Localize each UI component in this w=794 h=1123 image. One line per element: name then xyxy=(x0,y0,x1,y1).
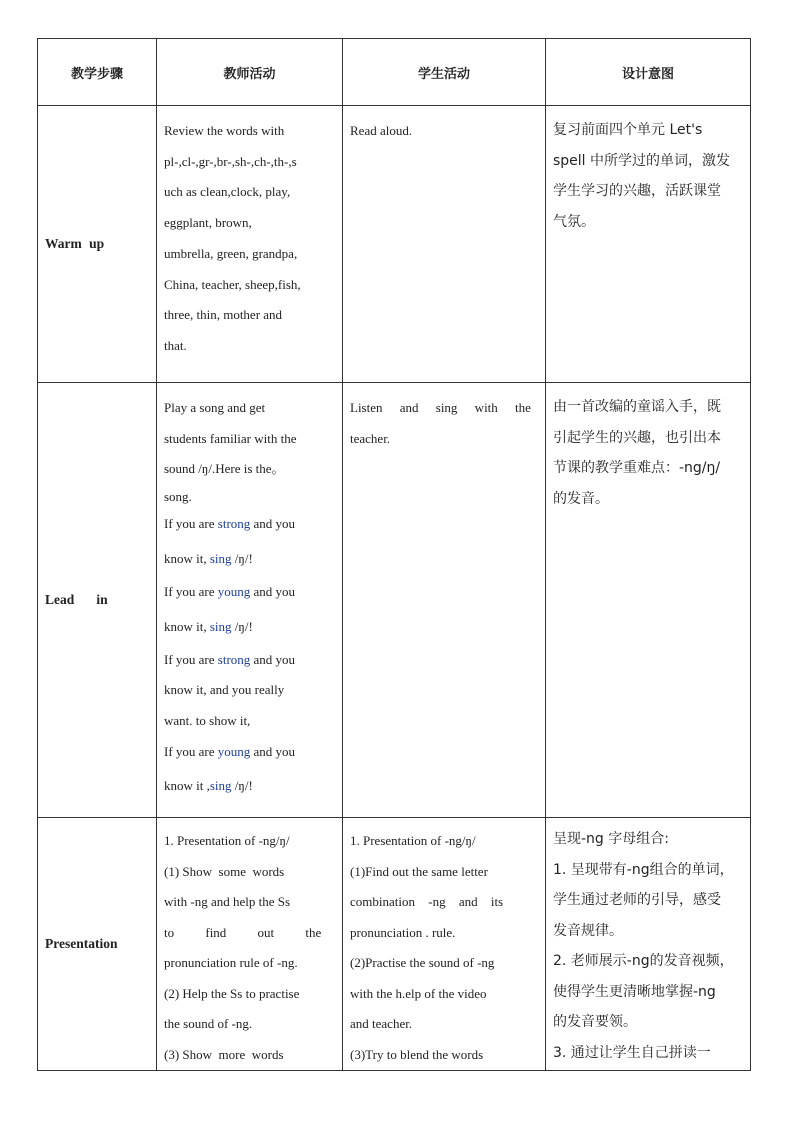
teacher-activity xyxy=(157,106,343,383)
text-line: umbrella, green, grandpa, xyxy=(164,245,298,261)
teacher-activity xyxy=(157,818,343,1071)
text-line: Read aloud. xyxy=(350,123,413,138)
text-line: 学生通过老师的引导，感受 xyxy=(553,892,721,908)
text-line: 的发音要领。 xyxy=(553,1014,637,1030)
song-line: If you are strong and you xyxy=(164,651,296,667)
text-line: 气氛。 xyxy=(553,214,595,231)
text-line: 1. Presentation of -ng/ŋ/ xyxy=(164,833,290,848)
text-line: that. xyxy=(164,337,187,353)
text-line: and teacher. xyxy=(350,1016,413,1031)
design-intent xyxy=(546,383,751,818)
text-line: eggplant, brown, xyxy=(164,215,252,231)
text-line: Play a song and get xyxy=(164,400,266,415)
song-line: If you are young and you xyxy=(164,743,296,759)
text-line: 1. Presentation of -ng/ŋ/ xyxy=(350,833,476,848)
text-line: combination -ng and its xyxy=(350,894,504,909)
text-line: (2)Practise the sound of -ng xyxy=(350,955,495,970)
row-lead-in xyxy=(38,383,751,818)
header-step: 教学步骤 xyxy=(38,39,157,106)
row-presentation xyxy=(38,818,751,1071)
text-line: pronunciation . rule. xyxy=(350,924,456,940)
header-design: 设计意图 xyxy=(546,39,751,106)
student-activity xyxy=(343,383,546,818)
song-line: If you are strong and you xyxy=(164,516,296,532)
design-intent xyxy=(546,106,751,383)
student-activity xyxy=(343,818,546,1071)
text-line: 复习前面四个单元 Let's xyxy=(553,122,703,138)
text-line: 节课的教学重难点：-ng/ŋ/ xyxy=(553,460,721,477)
song-line: know it, and you really xyxy=(164,682,285,698)
text-line: 3. 通过让学生自己拼读一 xyxy=(553,1044,711,1061)
text-line: (3) Show more words xyxy=(164,1046,284,1062)
text-line: 的发音。 xyxy=(553,491,609,508)
text-line: sound /ŋ/.Here is the。 xyxy=(164,461,285,477)
row-warm-up xyxy=(38,106,751,383)
text-line: teacher. xyxy=(350,430,391,446)
text-line: to find out the xyxy=(164,924,322,940)
text-line: 呈现-ng 字母组合: xyxy=(553,831,669,847)
text-line: (2) Help the Ss to practise xyxy=(164,985,300,1001)
student-activity xyxy=(343,106,546,383)
text-line: (1) Show some words xyxy=(164,863,285,879)
text-line: uch as clean,clock, play, xyxy=(164,184,291,200)
text-line: (1)Find out the same letter xyxy=(350,863,488,879)
text-line: 学生学习的兴趣，活跃课堂 xyxy=(553,183,721,200)
step-label: Warm up xyxy=(38,106,157,383)
text-line: Listen and sing with the xyxy=(350,400,531,415)
text-line: pl-,cl-,gr-,br-,sh-,ch-,th-,s xyxy=(164,153,297,169)
text-line: China, teacher, sheep,fish, xyxy=(164,276,301,292)
text-line: 使得学生更清晰地掌握-ng xyxy=(553,983,716,1000)
text-line: with -ng and help the Ss xyxy=(164,894,291,909)
song-line: know it, sing /ŋ/! xyxy=(164,618,253,634)
text-line: 1. 呈现带有-ng组合的单词， xyxy=(553,861,734,878)
teacher-activity xyxy=(157,383,343,818)
text-line: Review the words with xyxy=(164,123,285,138)
song-line: If you are young and you xyxy=(164,583,296,599)
lesson-plan-table xyxy=(37,38,751,1071)
song-line: know it ,sing /ŋ/! xyxy=(164,778,253,794)
design-intent xyxy=(546,818,751,1071)
text-line: spell 中所学过的单词，激发 xyxy=(553,152,731,169)
text-line: the sound of -ng. xyxy=(164,1016,253,1031)
text-line: 2. 老师展示-ng的发音视频， xyxy=(553,953,734,969)
step-label: Lead in xyxy=(38,383,157,818)
step-label: Presentation xyxy=(38,818,157,1071)
song-line: know it, sing /ŋ/! xyxy=(164,550,253,566)
text-line: three, thin, mother and xyxy=(164,307,283,323)
text-line: pronunciation rule of -ng. xyxy=(164,955,298,970)
header-student: 学生活动 xyxy=(343,39,546,106)
text-line: with the h.elp of the video xyxy=(350,985,487,1001)
header-teacher: 教师活动 xyxy=(157,39,343,106)
header-row xyxy=(38,39,751,106)
text-line: song. xyxy=(164,489,192,505)
text-line: (3)Try to blend the words xyxy=(350,1046,484,1062)
song-line: want. to show it, xyxy=(164,712,251,728)
text-line: 引起学生的兴趣，也引出本 xyxy=(553,429,721,446)
text-line: 发音规律。 xyxy=(553,922,623,939)
text-line: 由一首改编的童谣入手，既 xyxy=(553,399,721,415)
text-line: students familiar with the xyxy=(164,430,297,446)
